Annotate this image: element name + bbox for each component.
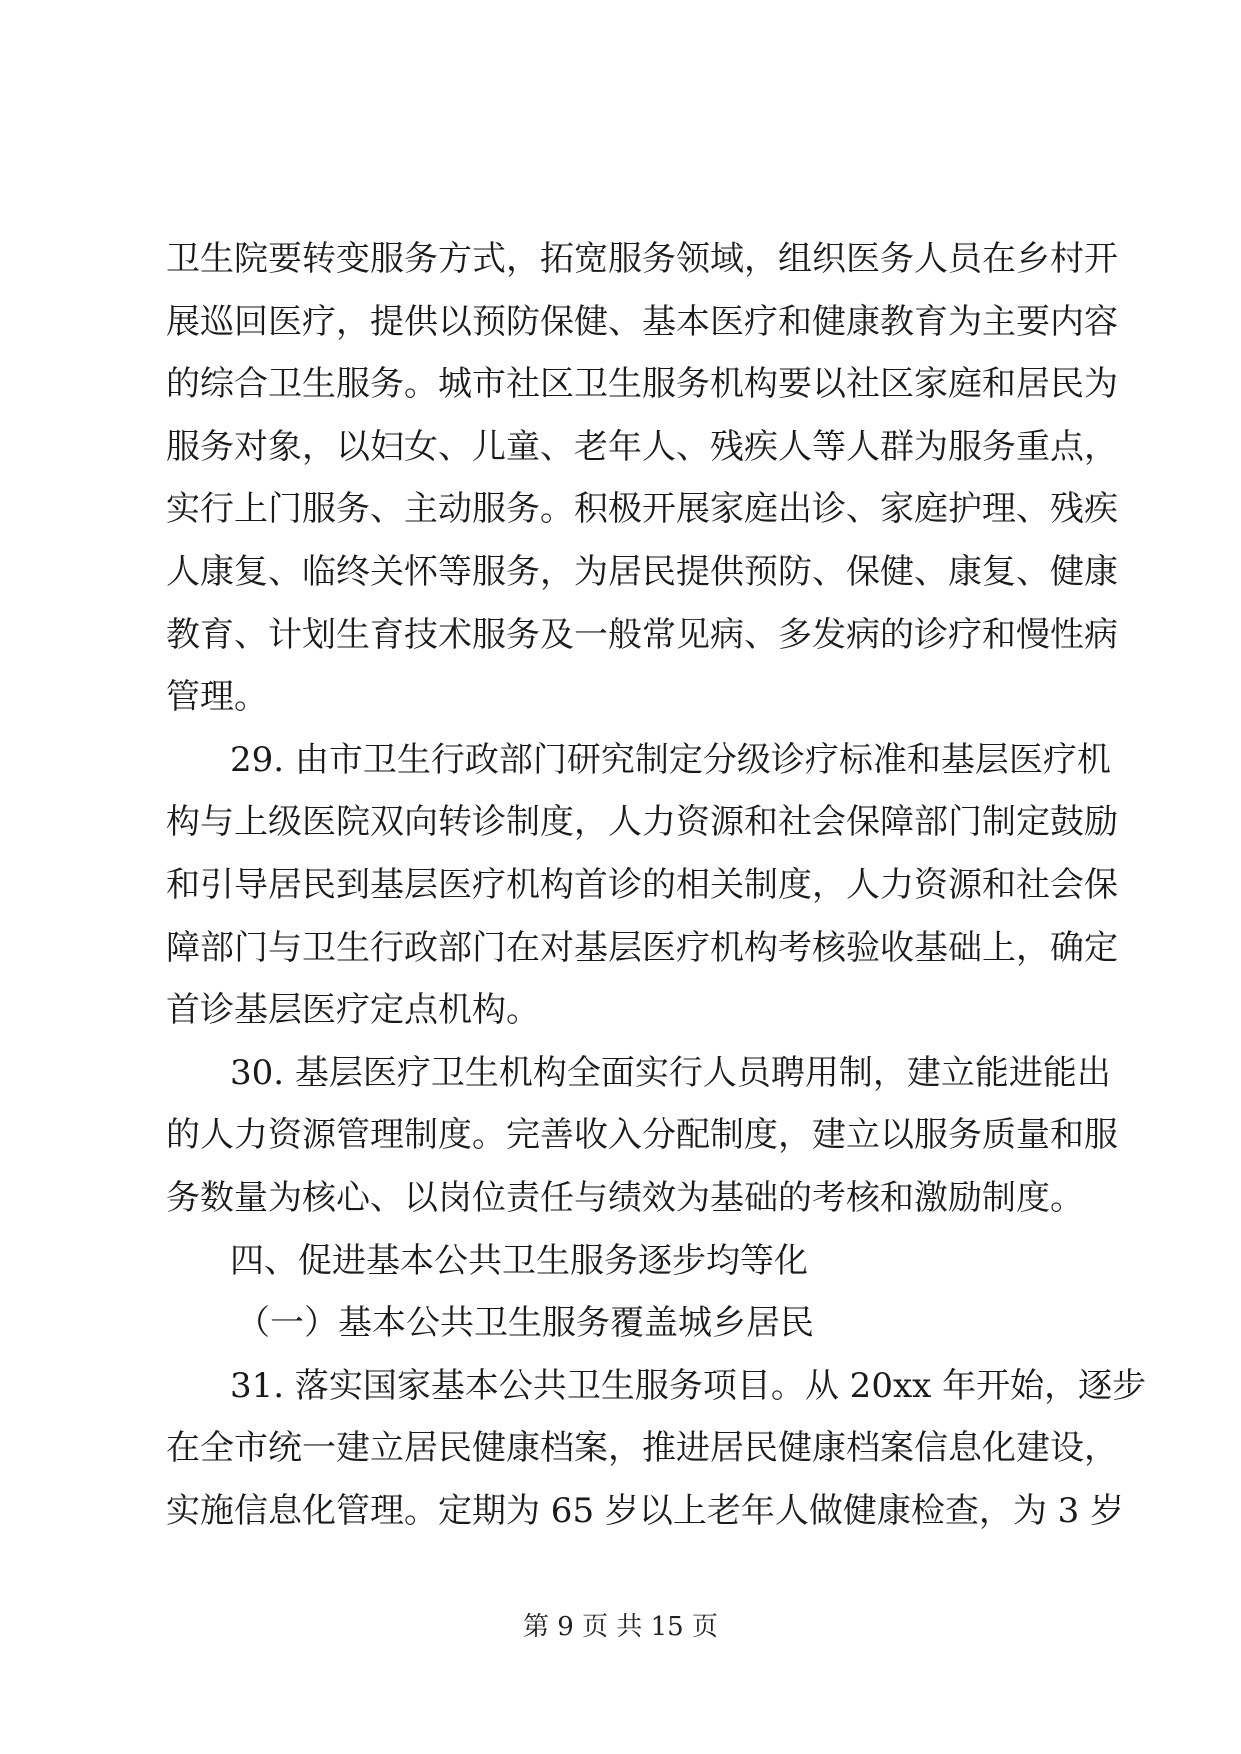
subsection-heading: （一）基本公共卫生服务覆盖城乡居民 [236, 1303, 814, 1344]
document-body [166, 228, 1147, 1542]
text-line: 的人力资源管理制度。完善收入分配制度，建立以服务质量和服 [166, 1115, 1118, 1156]
text-line: 人康复、临终关怀等服务，为居民提供预防、保健、康复、健康 [166, 551, 1118, 592]
text-line: 卫生院要转变服务方式，拓宽服务领域，组织医务人员在乡村开 [166, 239, 1118, 279]
text-line: 的综合卫生服务。城市社区卫生服务机构要以社区家庭和居民为 [166, 364, 1118, 405]
text-line: 实施信息化管理。定期为 65 岁以上老年人做健康检查，为 3 岁 [166, 1490, 1125, 1531]
text-line: 教育、计划生育技术服务及一般常见病、多发病的诊疗和慢性病 [166, 614, 1118, 655]
text-line: 和引导居民到基层医疗机构首诊的相关制度，人力资源和社会保 [166, 864, 1118, 905]
page-number-footer: 第 9 页 共 15 页 [523, 1612, 718, 1642]
paragraph-29-start: 29. 由市卫生行政部门研究制定分级诊疗标准和基层医疗机 [230, 739, 1111, 780]
text-line: 障部门与卫生行政部门在对基层医疗机构考核验收基础上，确定 [166, 927, 1118, 968]
paragraph-31-start: 31. 落实国家基本公共卫生服务项目。从 20xx 年开始，逐步 [230, 1365, 1147, 1406]
text-line: 首诊基层医疗定点机构。 [166, 990, 540, 1031]
section-heading: 四、促进基本公共卫生服务逐步均等化 [230, 1240, 808, 1281]
text-line: 实行上门服务、主动服务。积极开展家庭出诊、家庭护理、残疾 [166, 489, 1118, 530]
text-line: 构与上级医院双向转诊制度，人力资源和社会保障部门制定鼓励 [166, 802, 1118, 843]
text-line: 服务对象，以妇女、儿童、老年人、残疾人等人群为服务重点， [166, 426, 1118, 467]
text-line: 管理。 [166, 677, 268, 718]
paragraph-30-start: 30. 基层医疗卫生机构全面实行人员聘用制，建立能进能出 [230, 1052, 1111, 1093]
text-line: 在全市统一建立居民健康档案，推进居民健康档案信息化建设， [166, 1428, 1118, 1469]
text-line: 务数量为核心、以岗位责任与绩效为基础的考核和激励制度。 [166, 1177, 1084, 1218]
text-line: 展巡回医疗，提供以预防保健、基本医疗和健康教育为主要内容 [166, 301, 1118, 342]
